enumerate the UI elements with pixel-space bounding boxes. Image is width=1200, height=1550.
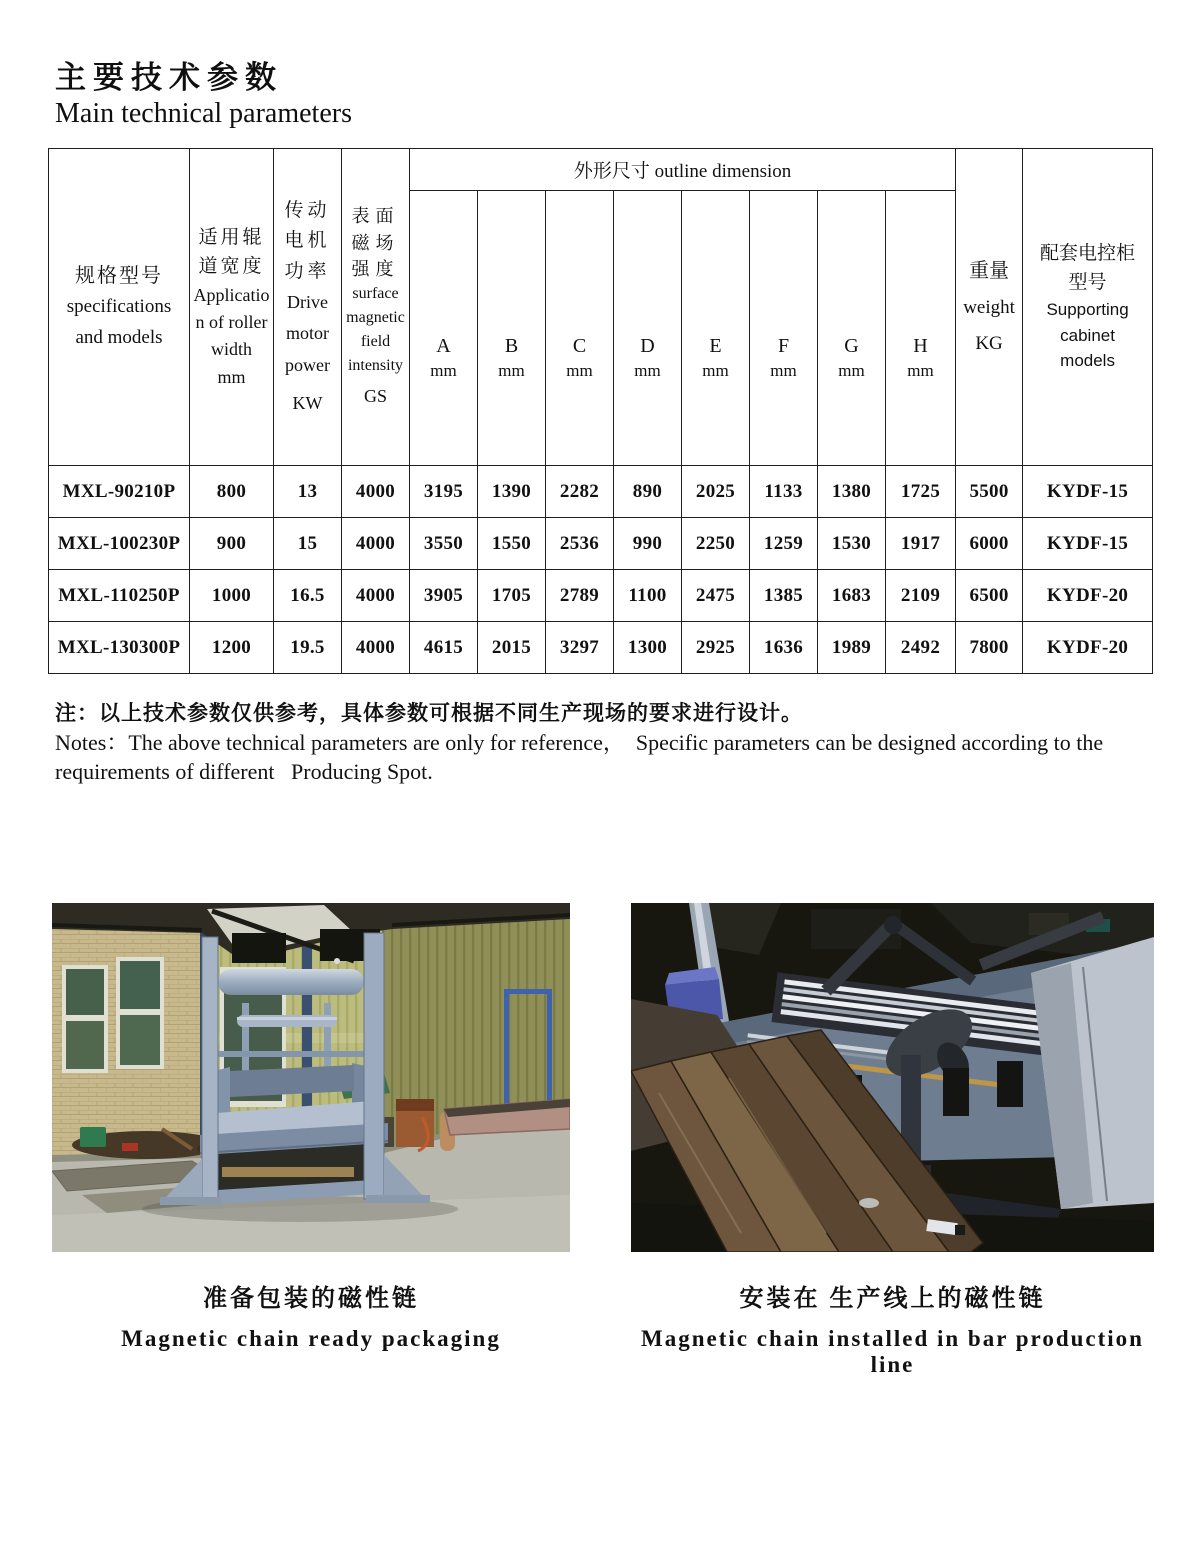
cell-dim-e: 2025	[682, 466, 750, 518]
header-dim-h: H mm	[886, 191, 956, 466]
cell-cabinet: KYDF-15	[1023, 466, 1153, 518]
cell-dim-a: 3905	[410, 570, 478, 622]
cell-weight: 5500	[956, 466, 1023, 518]
page-title-zh: 主要技术参数	[55, 60, 283, 95]
cell-gs: 4000	[342, 466, 410, 518]
cell-dim-h: 1917	[886, 518, 956, 570]
cell-dim-c: 2282	[546, 466, 614, 518]
notes-zh: 注：以上技术参数仅供参考，具体参数可根据不同生产现场的要求进行设计。	[55, 702, 803, 725]
photo-magnetic-chain-packaging	[52, 903, 570, 1352]
caption-zh: 准备包装的磁性链	[203, 1286, 419, 1312]
cell-cabinet: KYDF-20	[1023, 570, 1153, 622]
cell-dim-f: 1133	[750, 466, 818, 518]
cell-dim-a: 4615	[410, 622, 478, 674]
header-motor-power-zh: 传动电机功率	[284, 199, 331, 282]
cell-dim-g: 1530	[818, 518, 886, 570]
header-dim-f: F mm	[750, 191, 818, 466]
cell-dim-g: 1683	[818, 570, 886, 622]
cell-dim-e: 2250	[682, 518, 750, 570]
cell-dim-b: 1705	[478, 570, 546, 622]
cell-cabinet: KYDF-15	[1023, 518, 1153, 570]
cell-model: MXL-90210P	[49, 466, 190, 518]
parameters-table-wrapper	[48, 148, 1153, 674]
header-dim-g: G mm	[818, 191, 886, 466]
header-roller-width-en: Application of roller width	[193, 284, 270, 359]
notes-en-line2: requirements of different Producing Spot.	[55, 759, 433, 785]
photo-caption-left	[52, 1278, 570, 1352]
header-dim-d: D mm	[614, 191, 682, 466]
cell-power: 19.5	[274, 622, 342, 674]
cell-model: MXL-130300P	[49, 622, 190, 674]
cell-width: 800	[190, 466, 274, 518]
cell-dim-d: 1100	[614, 570, 682, 622]
cell-model: MXL-100230P	[49, 518, 190, 570]
cell-dim-a: 3550	[410, 518, 478, 570]
cell-dim-a: 3195	[410, 466, 478, 518]
cell-dim-f: 1385	[750, 570, 818, 622]
parameters-table	[48, 148, 1153, 674]
cell-dim-c: 2789	[546, 570, 614, 622]
cell-dim-e: 2925	[682, 622, 750, 674]
header-cabinet-models-en: Supporting cabinet models	[1046, 300, 1129, 371]
caption-en: Magnetic chain installed in bar production line	[641, 1326, 1144, 1377]
cell-gs: 4000	[342, 622, 410, 674]
cell-dim-b: 1390	[478, 466, 546, 518]
header-motor-power-unit: KW	[292, 393, 323, 414]
cell-cabinet: KYDF-20	[1023, 622, 1153, 674]
cell-dim-d: 890	[614, 466, 682, 518]
header-roller-width-unit: mm	[217, 366, 246, 387]
cell-dim-e: 2475	[682, 570, 750, 622]
header-motor-power-en: Drive motor power	[285, 291, 330, 375]
table-row	[49, 622, 1153, 674]
header-dim-c: C mm	[546, 191, 614, 466]
notes-en-line1: Notes：The above technical parameters are only for reference， Specific parameters can be designed according to the	[55, 730, 1104, 756]
factory-photo-illustration	[52, 903, 570, 1252]
cell-gs: 4000	[342, 570, 410, 622]
header-roller-width	[190, 149, 274, 466]
production-line-photo-illustration	[631, 903, 1154, 1252]
header-dim-b: B mm	[478, 191, 546, 466]
cell-dim-b: 2015	[478, 622, 546, 674]
cell-dim-c: 3297	[546, 622, 614, 674]
cell-width: 900	[190, 518, 274, 570]
cell-power: 16.5	[274, 570, 342, 622]
cell-weight: 6500	[956, 570, 1023, 622]
cell-dim-h: 2109	[886, 570, 956, 622]
photo-magnetic-chain-production-line	[631, 903, 1154, 1378]
header-weight-en: weight	[963, 296, 1015, 318]
cell-weight: 6000	[956, 518, 1023, 570]
cell-dim-d: 1300	[614, 622, 682, 674]
cell-dim-d: 990	[614, 518, 682, 570]
header-cabinet-models-zh: 配套电控柜型号	[1040, 243, 1136, 293]
cell-gs: 4000	[342, 518, 410, 570]
notes-block	[55, 700, 1150, 785]
header-dim-a: A mm	[410, 191, 478, 466]
header-motor-power	[274, 149, 342, 466]
cell-dim-f: 1259	[750, 518, 818, 570]
cell-dim-h: 1725	[886, 466, 956, 518]
header-weight-zh: 重量	[969, 259, 1010, 282]
cell-power: 15	[274, 518, 342, 570]
caption-zh: 安装在 生产线上的磁性链	[739, 1286, 1046, 1312]
cell-dim-c: 2536	[546, 518, 614, 570]
cell-power: 13	[274, 466, 342, 518]
header-specifications-en: specifications and models	[66, 296, 172, 348]
cell-dim-f: 1636	[750, 622, 818, 674]
cell-model: MXL-110250P	[49, 570, 190, 622]
cell-dim-g: 1989	[818, 622, 886, 674]
header-outline-dimension: 外形尺寸 outline dimension	[410, 149, 956, 191]
header-cabinet-models	[1023, 149, 1153, 466]
cell-dim-h: 2492	[886, 622, 956, 674]
cell-dim-b: 1550	[478, 518, 546, 570]
page-title-en: Main technical parameters	[55, 98, 352, 129]
header-weight	[956, 149, 1023, 466]
header-roller-width-zh: 适用辊道宽度	[198, 226, 265, 278]
cell-width: 1200	[190, 622, 274, 674]
table-row	[49, 570, 1153, 622]
header-specifications	[49, 149, 190, 466]
caption-en: Magnetic chain ready packaging	[121, 1326, 501, 1351]
photo-caption-right	[631, 1278, 1154, 1378]
table-row	[49, 466, 1153, 518]
header-magnetic-field	[342, 149, 410, 466]
cell-weight: 7800	[956, 622, 1023, 674]
table-row	[49, 518, 1153, 570]
header-weight-unit: KG	[975, 333, 1003, 354]
header-specifications-zh: 规格型号	[75, 265, 163, 288]
cell-width: 1000	[190, 570, 274, 622]
header-magnetic-field-en: surface magnetic field intensity	[346, 284, 405, 374]
header-magnetic-field-zh: 表面磁场强度	[351, 206, 400, 279]
cell-dim-g: 1380	[818, 466, 886, 518]
header-magnetic-field-unit: GS	[363, 385, 387, 406]
page-title	[55, 52, 352, 130]
header-dim-e: E mm	[682, 191, 750, 466]
